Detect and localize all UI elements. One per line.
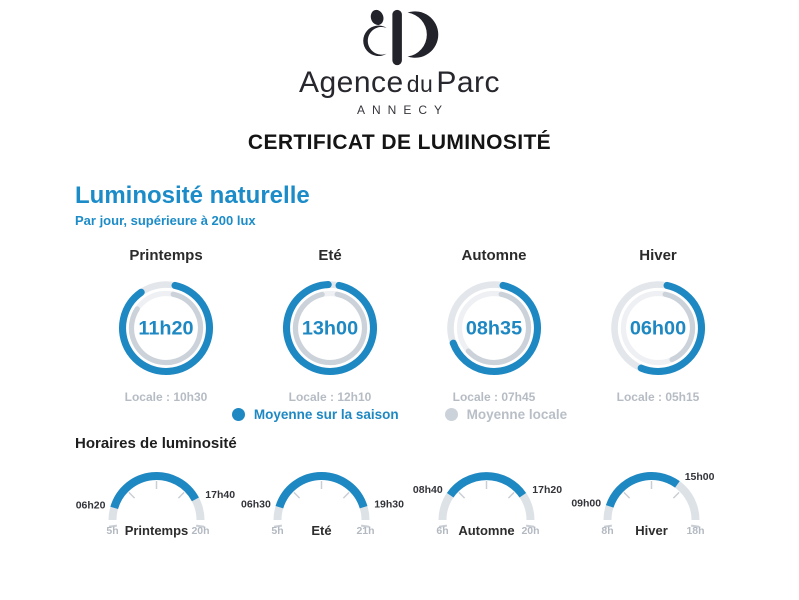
- legend-item-local-average: [445, 407, 568, 422]
- sunset-time-label: 17h20: [532, 484, 563, 497]
- axis-max-label: 20h: [521, 525, 540, 537]
- logo-p-stem: [392, 10, 402, 65]
- daylight-arc: [114, 476, 195, 508]
- brand-city: ANNECY: [356, 103, 449, 117]
- season-title: Automne: [461, 247, 527, 264]
- semicircle-gauge-row: [74, 458, 734, 543]
- hours-section-heading: Horaires de luminosité: [75, 435, 237, 452]
- axis-max-label: 20h: [191, 525, 210, 537]
- donut-column-printemps: [84, 247, 248, 404]
- donut-column-hiver: [576, 247, 740, 404]
- sunrise-time-label: 09h00: [571, 497, 602, 510]
- daylight-arc: [279, 476, 363, 507]
- donut-gauge: [606, 276, 710, 380]
- season-average-value: 13h00: [301, 317, 359, 340]
- semicircle-gauge: [404, 458, 569, 538]
- page-title: CERTIFICAT DE LUMINOSITÉ: [247, 131, 552, 154]
- donut-column-ete: [248, 247, 412, 404]
- legend-label-season: Moyenne sur la saison: [253, 407, 399, 422]
- daylight-section-subheading: Par jour, supérieure à 200 lux: [75, 213, 256, 228]
- hours-gauge-hiver: [569, 458, 734, 543]
- sunset-time-label: 19h30: [374, 498, 404, 511]
- axis-min-label: 6h: [436, 525, 449, 537]
- donut-gauge-row: [84, 247, 740, 404]
- donut-gauge: [278, 276, 382, 380]
- gauge-tick: [294, 492, 300, 498]
- sunrise-time-label: 06h20: [75, 499, 106, 512]
- gauge-season-label: Hiver: [635, 523, 668, 538]
- hours-gauge-automne: [404, 458, 569, 543]
- gauge-tick: [178, 492, 184, 498]
- legend-label-local: Moyenne locale: [466, 407, 568, 422]
- axis-min-label: 8h: [601, 525, 614, 537]
- semicircle-gauge: [569, 458, 734, 538]
- gauge-tick: [129, 492, 135, 498]
- axis-max-label: 18h: [686, 525, 705, 537]
- season-title: Eté: [318, 247, 342, 264]
- legend-dot-season: [232, 408, 245, 421]
- local-average-label: Locale : 07h45: [452, 390, 536, 404]
- gauge-tick: [673, 492, 679, 498]
- sunset-time-label: 17h40: [205, 489, 236, 502]
- hours-gauge-printemps: [74, 458, 239, 543]
- legend-dot-local: [445, 408, 458, 421]
- local-average-label: Locale : 12h10: [288, 390, 372, 404]
- donut-gauge: [442, 276, 546, 380]
- season-title: Hiver: [639, 247, 677, 264]
- local-average-label: Locale : 10h30: [124, 390, 208, 404]
- season-title: Printemps: [129, 247, 203, 264]
- gauge-tick: [508, 492, 514, 498]
- sunrise-time-label: 06h30: [241, 498, 271, 511]
- brand-word-du: du: [406, 71, 434, 97]
- season-average-value: 06h00: [629, 317, 687, 340]
- agence-du-parc-logo-icon: [355, 6, 445, 67]
- gauge-tick: [624, 492, 630, 498]
- logo-p-bowl: [407, 11, 438, 57]
- gauge-tick: [343, 492, 349, 498]
- logo-a-dot: [368, 8, 384, 26]
- hours-gauge-ete: [239, 458, 404, 543]
- brand-word-agence: Agence: [298, 66, 404, 99]
- season-average-value: 11h20: [138, 317, 194, 340]
- semicircle-gauge: [74, 458, 239, 538]
- local-average-label: Locale : 05h15: [616, 390, 700, 404]
- brand-word-parc: Parc: [436, 66, 501, 99]
- daylight-section-heading: Luminosité naturelle: [75, 182, 310, 209]
- axis-min-label: 5h: [106, 525, 119, 537]
- donut-column-automne: [412, 247, 576, 404]
- brand-name: [0, 66, 799, 100]
- donut-gauge: [114, 276, 218, 380]
- daylight-arc: [610, 476, 678, 506]
- axis-max-label: 21h: [356, 525, 375, 537]
- sunset-time-label: 15h00: [684, 471, 715, 484]
- legend-item-season-average: [232, 407, 399, 422]
- sunrise-time-label: 08h40: [412, 484, 443, 497]
- axis-min-label: 5h: [271, 525, 284, 537]
- gauge-tick: [459, 492, 465, 498]
- gauge-season-label: Printemps: [124, 523, 189, 538]
- gauge-season-label: Eté: [311, 523, 332, 538]
- legend: [0, 407, 799, 422]
- season-average-value: 08h35: [465, 317, 523, 340]
- logo-a-crescent: [363, 26, 386, 57]
- semicircle-gauge: [239, 458, 404, 538]
- gauge-season-label: Automne: [458, 523, 515, 538]
